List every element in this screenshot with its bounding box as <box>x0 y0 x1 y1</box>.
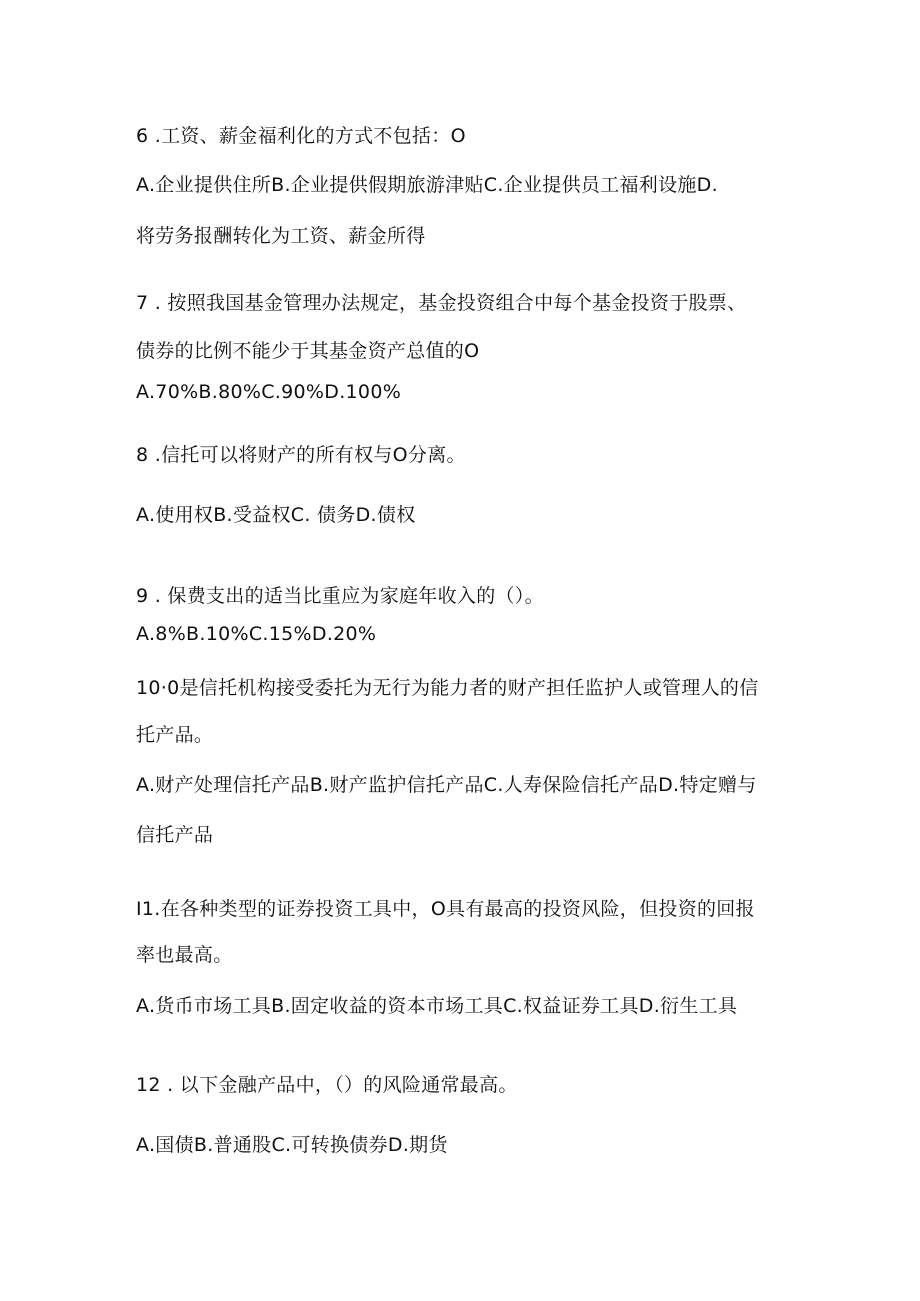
question-8-stem: 8 .信托可以将财产的所有权与O分离。 <box>136 444 466 466</box>
question-10-stem: 10·0是信托机构接受委托为无行为能力者的财产担任监护人或管理人的信 <box>136 677 759 699</box>
question-7-options: A.70%B.80%C.90%D.100% <box>136 381 402 403</box>
question-6-stem: 6 .工资、薪金福利化的方式不包括：O <box>136 125 466 147</box>
question-7-stem-cont: 债券的比例不能少于其基金资产总值的O <box>136 340 480 362</box>
question-6-options-cont: 将劳务报酬转化为工资、薪金所得 <box>136 225 426 247</box>
question-8-options: A.使用权B.受益权C. 债务D.债权 <box>136 504 416 526</box>
question-10-options: A.财产处理信托产品B.财产监护信托产品C.人寿保险信托产品D.特定赠与 <box>136 774 757 796</box>
question-6-options: A.企业提供住所B.企业提供假期旅游津贴C.企业提供员工福利设施D. <box>136 174 718 196</box>
question-11-options: A.货币市场工具B.固定收益的资本市场工具C.权益证券工具D.衍生工具 <box>136 995 738 1017</box>
question-10-stem-cont: 托产品。 <box>136 724 214 746</box>
question-9-options: A.8%B.10%C.15%D.20% <box>136 623 377 645</box>
question-12-stem: 12 . 以下金融产品中，（）的风险通常最高。 <box>136 1074 518 1096</box>
question-9-stem: 9 . 保费支出的适当比重应为家庭年收入的（）。 <box>136 585 544 607</box>
question-11-stem: I1.在各种类型的证券投资工具中，O具有最高的投资风险，但投资的回报 <box>136 898 755 920</box>
question-7-stem: 7 . 按照我国基金管理办法规定，基金投资组合中每个基金投资于股票、 <box>136 292 747 314</box>
question-11-stem-cont: 率也最高。 <box>136 944 233 966</box>
question-10-options-cont: 信托产品 <box>136 824 214 846</box>
question-12-options: A.国债B.普通股C.可转换债券D.期货 <box>136 1134 448 1156</box>
